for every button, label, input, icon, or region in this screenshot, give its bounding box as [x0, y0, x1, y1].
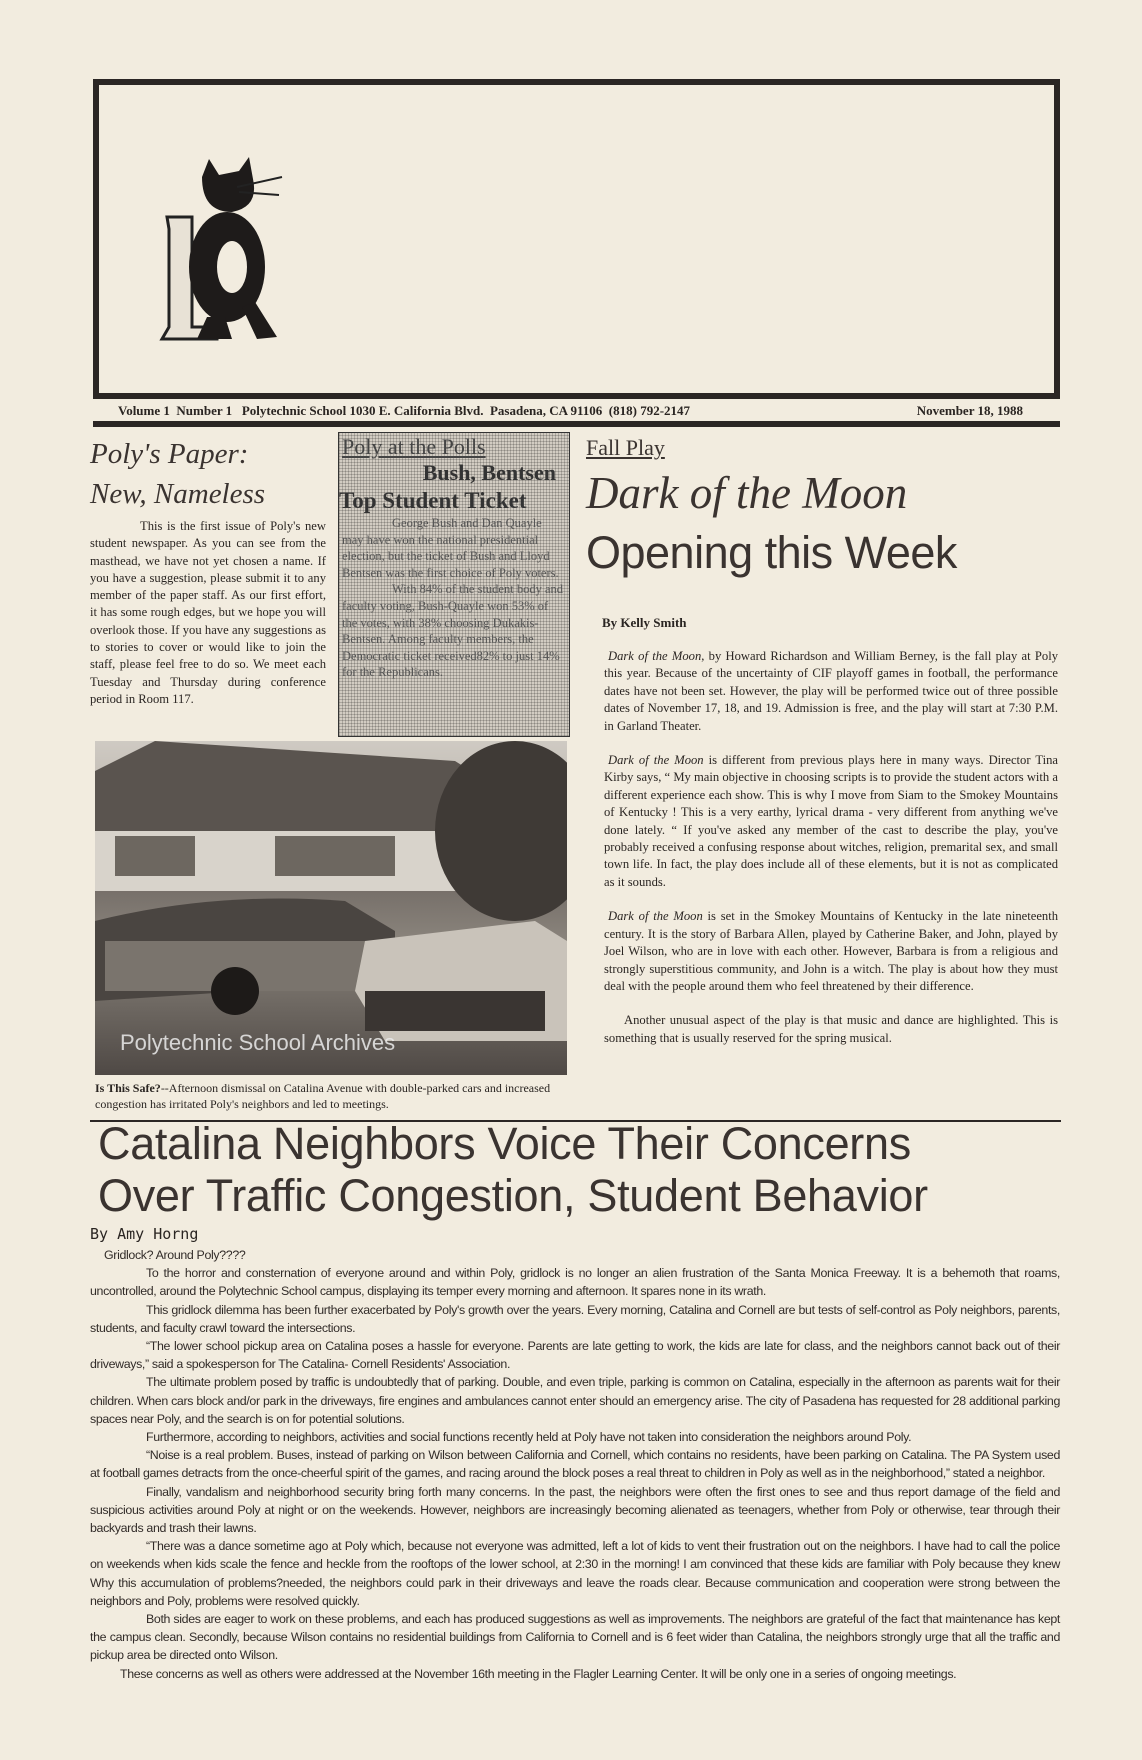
- paragraph: This is the first issue of Poly's new student newspaper. As you can see from the masthead, we have not yet chosen a name. If you have a suggestion, please submit it to any member of the paper staff. As our first effort, it has some rough edges, but we hope you will overlook those. If you have any suggestions as to stories to cover or would like to join the staff, please feel free to do so. We meet each Tuesday and Thursday during conference period in Room 117.: [90, 519, 326, 706]
- lead-line: Gridlock? Around Poly????: [104, 1248, 246, 1262]
- masthead-divider: [93, 421, 1060, 427]
- headline-line: New, Nameless: [90, 478, 266, 510]
- play-paragraph: [604, 908, 1058, 995]
- paragraph: To the horror and consternation of everyone around and within Poly, gridlock is no longer an alien frustration of the Santa Monica Freeway. It is a behemoth that roams, uncontrolled, around the Polytechnic School campus, displaying its temper every morning and afternoon. It spares none in its wrath.: [90, 1266, 1060, 1299]
- paragraph: “There was a dance sometime ago at Poly which, because not everyone was admitted, left a lot of kids to vent their frustration out on the neighbors. I have had to call the police on weekends when kids scale the fence and heckle from the rooftops of the lower school, at 2:30 in the morning! I am convinced that these kids are familiar with Poly because they knew Why this accumulation of problems?needed, the neighbors could park in their driveways and leave the roads clear. Because communication and cooperation were strong between the neighbors and Poly, problems were resolved quickly.: [90, 1539, 1060, 1608]
- paragraph: Finally, vandalism and neighborhood security bring forth many concerns. In the past, the neighbors were often the first ones to see and thus report damage of the field and suspicious activities around Poly at night or on the weekends. However, neighbors are increasingly becoming alienated as teenagers, whether from Poly or otherwise, tear through their backyards and trash their lawns.: [90, 1484, 1060, 1536]
- issue-info: Volume 1 Number 1 Polytechnic School 1030 E. California Blvd. Pasadena, CA 91106 (818) 792-2147: [118, 403, 691, 418]
- left-article-body: [90, 518, 326, 708]
- panther-logo-icon: [147, 157, 287, 342]
- paragraph-text: is set in the Smokey Mountains of Kentucky in the late nineteenth century. It is the story of Barbara Allen, played by Catherine Baker, and John, played by Joel Wilson, who are in love with each other. However, Barbara is from a religious and strongly superstitious community, and John is a witch. The play is about how they must deal with the people around them who feel threatened by their difference.: [604, 909, 1058, 993]
- play-kicker: Fall Play: [586, 435, 665, 460]
- caption-text: --Afternoon dismissal on Catalina Avenue with double-parked cars and increased congestion has irritated Poly's neighbors and led to meetings.: [95, 1081, 551, 1111]
- paragraph: The ultimate problem posed by traffic is undoubtedly that of parking. Double, and even triple, parking is common on Catalina, especially in the afternoon as parents wait for their children. When cars block and/or park in the driveways, fire engines and ambulances cannot enter should an emergency arise. The city of Pasadena has requested for 28 additional parking spaces near Poly, and the search is on for potential solutions.: [90, 1375, 1060, 1426]
- caption-title: Is This Safe?: [95, 1081, 161, 1095]
- play-headline: Opening this Week: [586, 527, 957, 578]
- paragraph: This gridlock dilemma has been further exacerbated by Poly's growth over the years. Every morning, Catalina and Cornell are but tests of self-control as Poly neighbors, parents, students, and faculty crawl toward the intersections.: [90, 1302, 1060, 1335]
- catalina-headline: Over Traffic Congestion, Student Behavior: [98, 1170, 928, 1221]
- catalina-byline: By Amy Horng: [90, 1225, 199, 1243]
- paragraph: Furthermore, according to neighbors, activities and social functions recently held at Poly have not taken into consideration the neighbors around Poly.: [146, 1430, 912, 1445]
- paragraph-text: Another unusual aspect of the play is that music and dance are highlighted. This is something that is usually reserved for the spring musical.: [604, 1013, 1058, 1045]
- paragraph: Both sides are eager to work on these problems, and each has produced suggestions as well as improvements. The neighbors are grateful of the fact that maintenance has kept the campus clean. Secondly, because Wilson contains no residential buildings from California to Cornell and is 6 feet wider than Catalina, the neighbors strongly urge that all the traffic and pickup area be directed onto Wilson.: [90, 1612, 1060, 1663]
- paragraph: With 84% of the student body and faculty voting, Bush-Quayle won 53% of the votes, with 38% choosing Dukakis-Bentsen. Among faculty members, the Democratic ticket received82% to just 14% for the Republicans.: [342, 582, 563, 680]
- polls-kicker: Poly at the Polls: [342, 434, 486, 459]
- photo-caption: [95, 1080, 575, 1112]
- issue-info-bar: [118, 403, 1023, 419]
- polls-headline: Top Student Ticket: [339, 488, 527, 513]
- paragraph-text: is different from previous plays here in many ways. Director Tina Kirby says, “ My main objective in choosing scripts is to provide the student actors with a different experience each show. This is why I move from Siam to the Smokey Mountains of Kentucky ! This is a very earthy, lyrical drama - very different from anything we've done lately. “ If you've asked any member of the cast to describe the play, you've probably received a confusing response about witches, religion, premarital sex, and small town life. In fact, the play does include all of these elements, but it is not as complicated as it sounds.: [604, 753, 1058, 889]
- traffic-photo: [95, 741, 567, 1075]
- catalina-article-body: [90, 1246, 1060, 1683]
- play-paragraph: [604, 752, 1058, 891]
- left-headline: [90, 434, 326, 514]
- archive-watermark: Polytechnic School Archives: [120, 1030, 396, 1055]
- paragraph: These concerns as well as others were addressed at the November 16th meeting in the Flagler Learning Center. It will be only one in a series of ongoing meetings.: [120, 1666, 957, 1681]
- masthead-box: [93, 79, 1060, 399]
- play-title: Dark of the Moon: [608, 753, 704, 768]
- headline-line: Poly's Paper:: [90, 438, 249, 470]
- paragraph-text: , by Howard Richardson and William Berney, is the fall play at Poly this year. Because of the uncertainty of CIF playoff games in football, the performance dates have not been set. However, the play will be performed twice out of three possible dates of November 17, 18, and 19. Admission is free, and the play will start at 7:30 P.M. in Garland Theater.: [604, 649, 1058, 733]
- photo-cars-image: [95, 741, 567, 1075]
- play-article-body: [604, 648, 1058, 1064]
- play-paragraph: [604, 648, 1058, 735]
- play-paragraph: [604, 1012, 1058, 1047]
- paragraph: “Noise is a real problem. Buses, instead of parking on Wilson between California and Cornell, which contains no residents, have been parking on Catalina. The PA System used at football games detracts from the once-cheerful spirit of the games, and racing around the block poses a real threat to children in Poly as well as in the neighborhood,” stated a neighbor.: [90, 1448, 1060, 1481]
- play-byline: By Kelly Smith: [602, 615, 687, 630]
- polls-sidebar: [338, 432, 570, 737]
- play-title: Dark of the Moon: [608, 909, 703, 924]
- play-title: Dark of the Moon: [608, 649, 702, 663]
- paragraph: “The lower school pickup area on Catalina poses a hassle for everyone. Parents are late getting to work, the kids are late for class, and the neighbors cannot back out of their driveways,” said a spokesperson for The Catalina- Cornell Residents' Association.: [90, 1339, 1060, 1372]
- paragraph: George Bush and Dan Quayle may have won the national presidential election, but the ticket of Bush and Lloyd Bentsen was the first choice of Poly voters.: [342, 516, 559, 580]
- catalina-headline: Catalina Neighbors Voice Their Concerns: [98, 1118, 911, 1169]
- issue-date: November 18, 1988: [916, 403, 1023, 418]
- play-headline: Dark of the Moon: [586, 468, 908, 518]
- polls-headline: Bush, Bentsen: [422, 460, 556, 485]
